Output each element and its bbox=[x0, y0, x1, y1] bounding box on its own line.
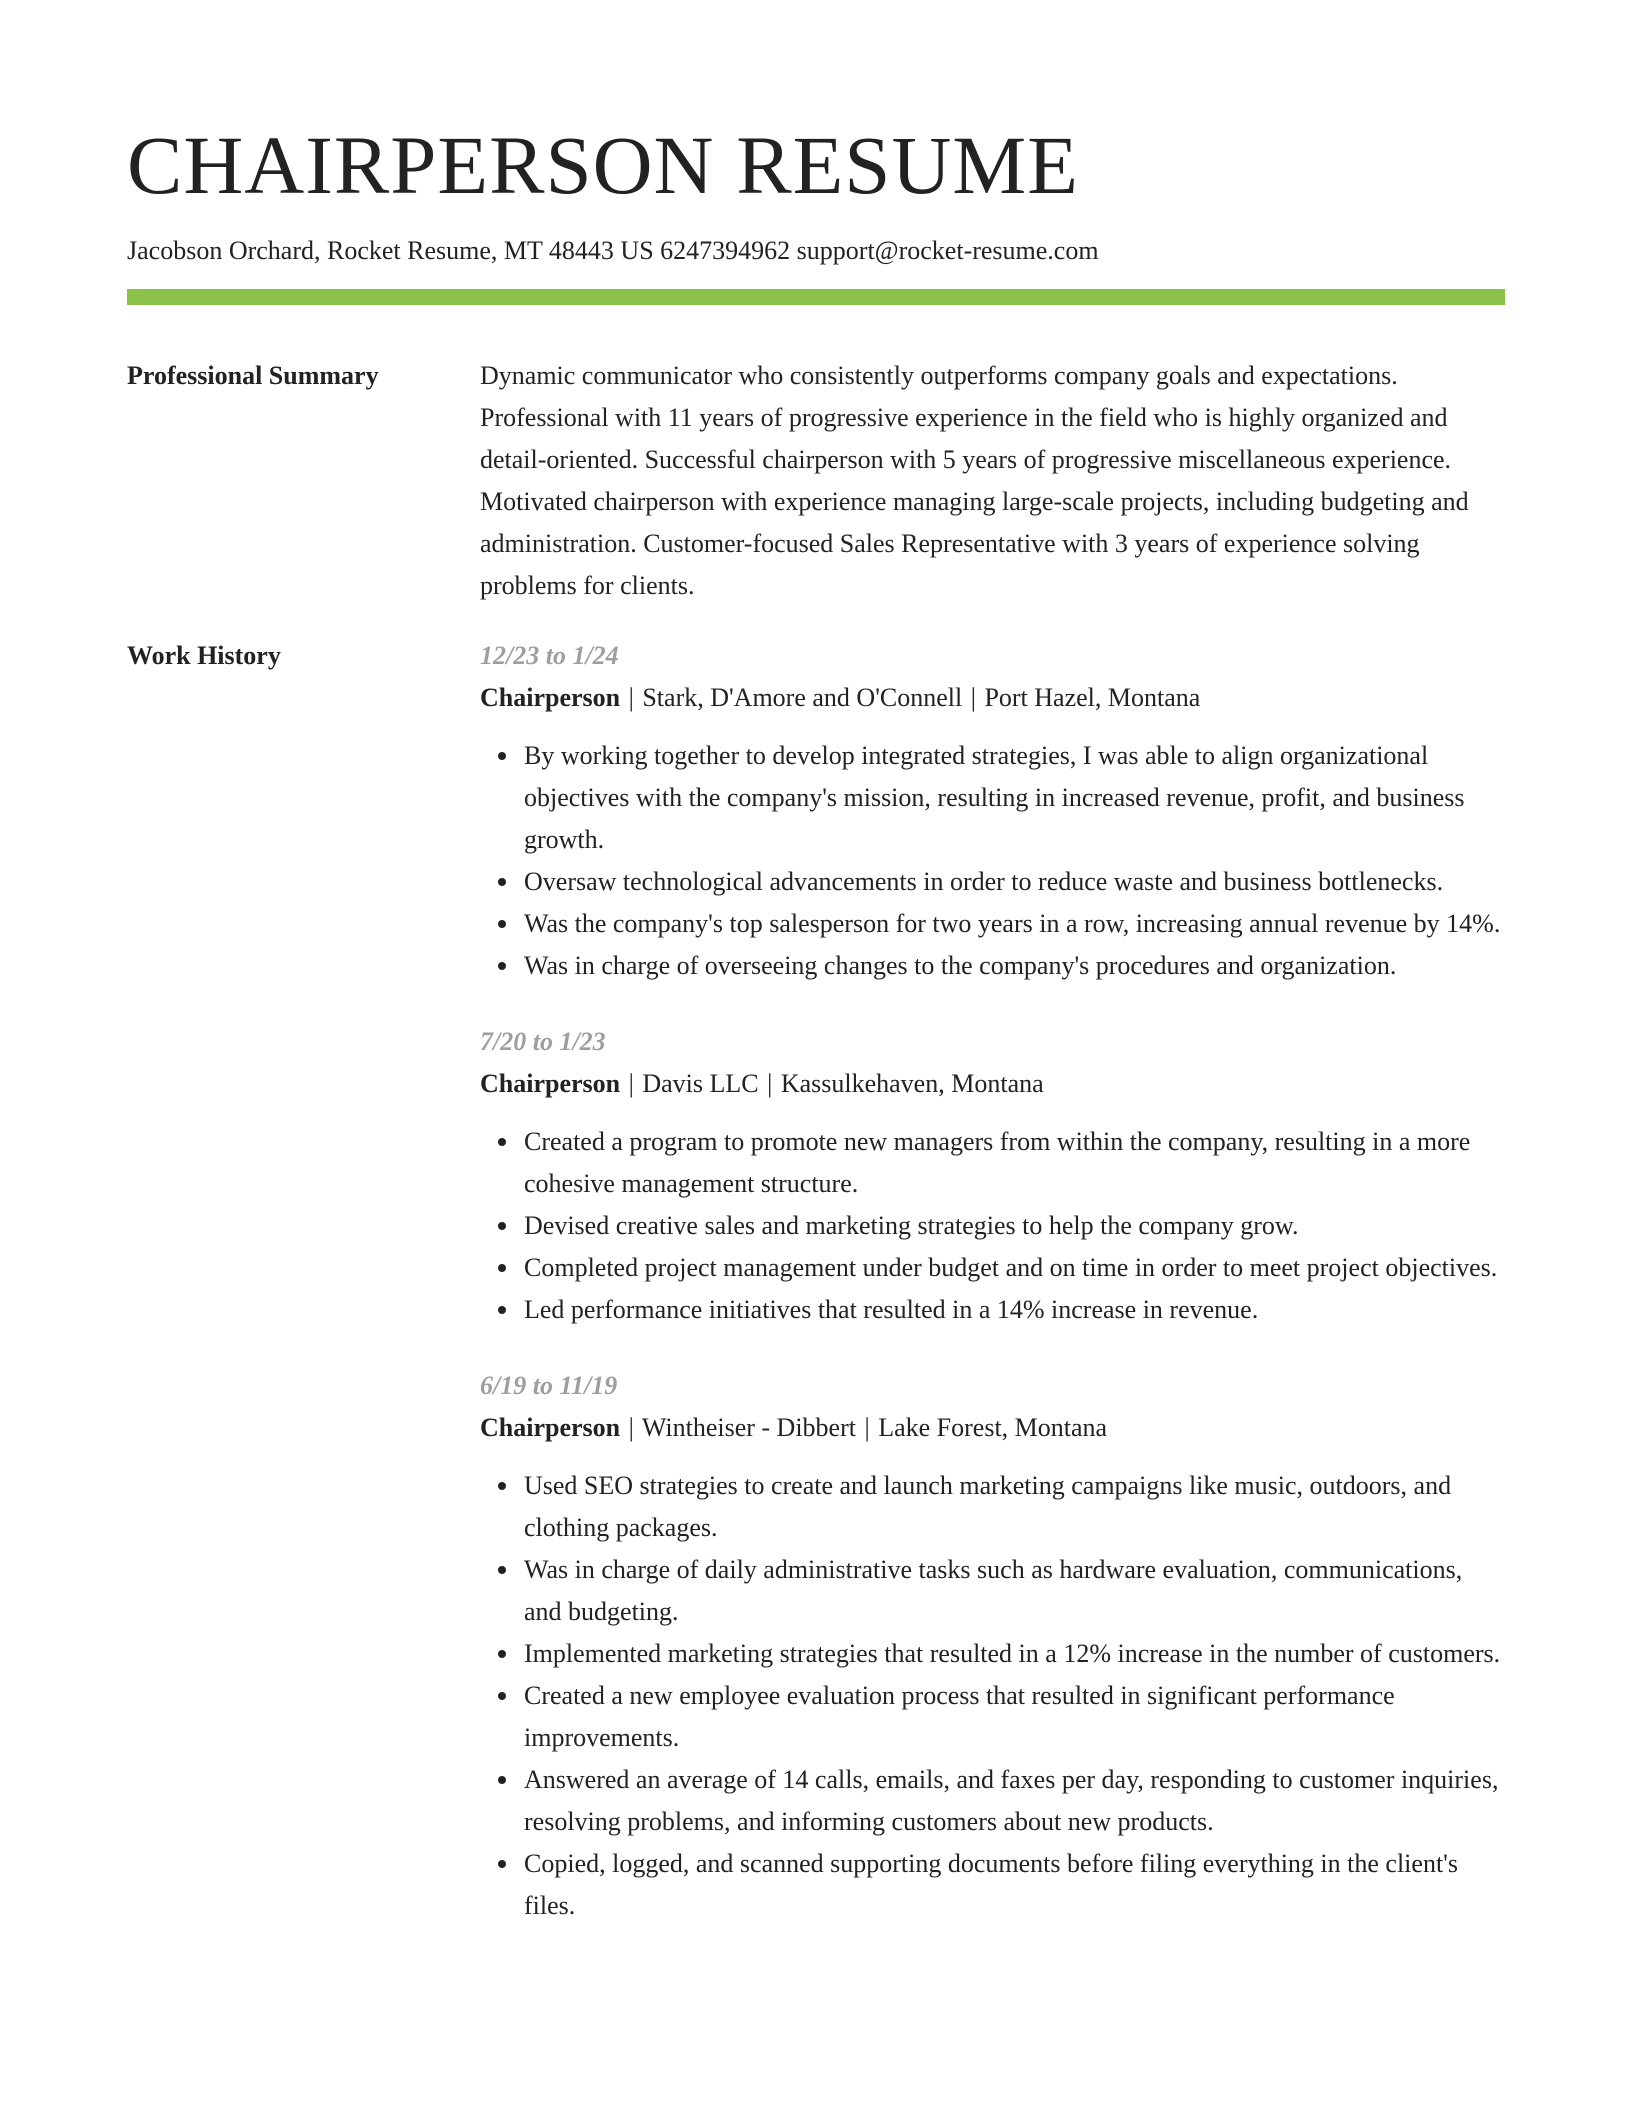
job-company: Wintheiser - Dibbert bbox=[641, 1413, 856, 1442]
summary-body bbox=[480, 355, 1505, 607]
bullet-text: Devised creative sales and marketing strategies to help the company grow. bbox=[524, 1211, 1299, 1240]
bullet-icon bbox=[498, 1222, 506, 1230]
section-label-work: Work History bbox=[127, 641, 281, 670]
list-item bbox=[524, 1205, 1505, 1247]
job-role: Chairperson bbox=[480, 1069, 621, 1098]
job-heading bbox=[480, 677, 1505, 719]
bullet-icon bbox=[498, 1776, 506, 1784]
summary-text: Dynamic communicator who consistently outperforms company goals and expectations. Professional with 11 years of progressive experience in the field who is highly organized and detail-oriented. Successful chairperson with 5 years of progressive miscellaneous experience. Motivated chairperson with experience managing large-scale projects, including budgeting and administration. Customer-focused Sales Representative with 3 years of experience solving problems for clients. bbox=[480, 361, 1469, 600]
resume-title: CHAIRPERSON RESUME bbox=[127, 119, 1079, 211]
job-company: Davis LLC bbox=[642, 1069, 759, 1098]
job-role: Chairperson bbox=[480, 1413, 621, 1442]
list-item bbox=[524, 735, 1505, 861]
bullet-icon bbox=[498, 1264, 506, 1272]
job-company: Stark, D'Amore and O'Connell bbox=[642, 683, 963, 712]
bullet-text: Implemented marketing strategies that resulted in a 12% increase in the number of customers. bbox=[524, 1639, 1501, 1668]
bullet-text: Completed project management under budget and on time in order to meet project objectives. bbox=[524, 1253, 1498, 1282]
job-entry bbox=[480, 635, 1505, 987]
bullet-icon bbox=[498, 752, 506, 760]
job-location: Lake Forest, Montana bbox=[878, 1413, 1108, 1442]
list-item bbox=[524, 903, 1505, 945]
list-item bbox=[524, 1759, 1505, 1843]
bullet-text: Was in charge of overseeing changes to the company's procedures and organization. bbox=[524, 951, 1397, 980]
separator: | bbox=[767, 1069, 773, 1098]
job-bullets bbox=[480, 1465, 1505, 1927]
bullet-text: Created a program to promote new managers from within the company, resulting in a more cohesive management structure. bbox=[524, 1127, 1471, 1198]
bullet-text: Led performance initiatives that resulted in a 14% increase in revenue. bbox=[524, 1295, 1259, 1324]
job-dates: 12/23 to 1/24 bbox=[480, 641, 619, 670]
job-bullets bbox=[480, 1121, 1505, 1331]
separator: | bbox=[628, 1413, 634, 1442]
header-divider bbox=[127, 289, 1505, 305]
job-entry bbox=[480, 1021, 1505, 1331]
list-item bbox=[524, 945, 1505, 987]
separator: | bbox=[864, 1413, 870, 1442]
job-location: Port Hazel, Montana bbox=[984, 683, 1201, 712]
bullet-icon bbox=[498, 962, 506, 970]
list-item bbox=[524, 1247, 1505, 1289]
bullet-text: Oversaw technological advancements in order to reduce waste and business bottlenecks. bbox=[524, 867, 1444, 896]
separator: | bbox=[628, 683, 634, 712]
bullet-icon bbox=[498, 920, 506, 928]
bullet-text: Used SEO strategies to create and launch marketing campaigns like music, outdoors, and clothing packages. bbox=[524, 1471, 1452, 1542]
list-item bbox=[524, 1633, 1505, 1675]
list-item bbox=[524, 1843, 1505, 1927]
job-heading bbox=[480, 1063, 1505, 1105]
bullet-icon bbox=[498, 1138, 506, 1146]
section-label-summary: Professional Summary bbox=[127, 361, 379, 390]
professional-summary-section bbox=[127, 355, 1505, 607]
job-dates: 7/20 to 1/23 bbox=[480, 1027, 606, 1056]
bullet-icon bbox=[498, 1650, 506, 1658]
list-item bbox=[524, 1121, 1505, 1205]
list-item bbox=[524, 861, 1505, 903]
bullet-text: By working together to develop integrated strategies, I was able to align organizational objectives with the company's mission, resulting in increased revenue, profit, and business growth. bbox=[524, 741, 1465, 854]
bullet-icon bbox=[498, 878, 506, 886]
list-item bbox=[524, 1675, 1505, 1759]
job-location: Kassulkehaven, Montana bbox=[780, 1069, 1044, 1098]
bullet-text: Created a new employee evaluation process that resulted in significant performance improvements. bbox=[524, 1681, 1395, 1752]
job-dates: 6/19 to 11/19 bbox=[480, 1371, 618, 1400]
contact-info: Jacobson Orchard, Rocket Resume, MT 48443 US 6247394962 support@rocket-resume.com bbox=[127, 236, 1099, 265]
list-item bbox=[524, 1549, 1505, 1633]
separator: | bbox=[970, 683, 976, 712]
bullet-icon bbox=[498, 1860, 506, 1868]
job-entry bbox=[480, 1365, 1505, 1927]
list-item bbox=[524, 1465, 1505, 1549]
bullet-text: Answered an average of 14 calls, emails, and faxes per day, responding to customer inquiries, resolving problems, and informing customers about new products. bbox=[524, 1765, 1499, 1836]
job-role: Chairperson bbox=[480, 683, 621, 712]
bullet-icon bbox=[498, 1306, 506, 1314]
bullet-icon bbox=[498, 1566, 506, 1574]
bullet-text: Was in charge of daily administrative tasks such as hardware evaluation, communications, and budgeting. bbox=[524, 1555, 1463, 1626]
bullet-icon bbox=[498, 1692, 506, 1700]
work-history-body bbox=[480, 635, 1505, 1961]
job-bullets bbox=[480, 735, 1505, 987]
list-item bbox=[524, 1289, 1505, 1331]
bullet-icon bbox=[498, 1482, 506, 1490]
bullet-text: Copied, logged, and scanned supporting documents before filing everything in the client's files. bbox=[524, 1849, 1458, 1920]
job-heading bbox=[480, 1407, 1505, 1449]
separator: | bbox=[628, 1069, 634, 1098]
bullet-text: Was the company's top salesperson for two years in a row, increasing annual revenue by 14%. bbox=[524, 909, 1501, 938]
work-history-section bbox=[127, 635, 1505, 1961]
